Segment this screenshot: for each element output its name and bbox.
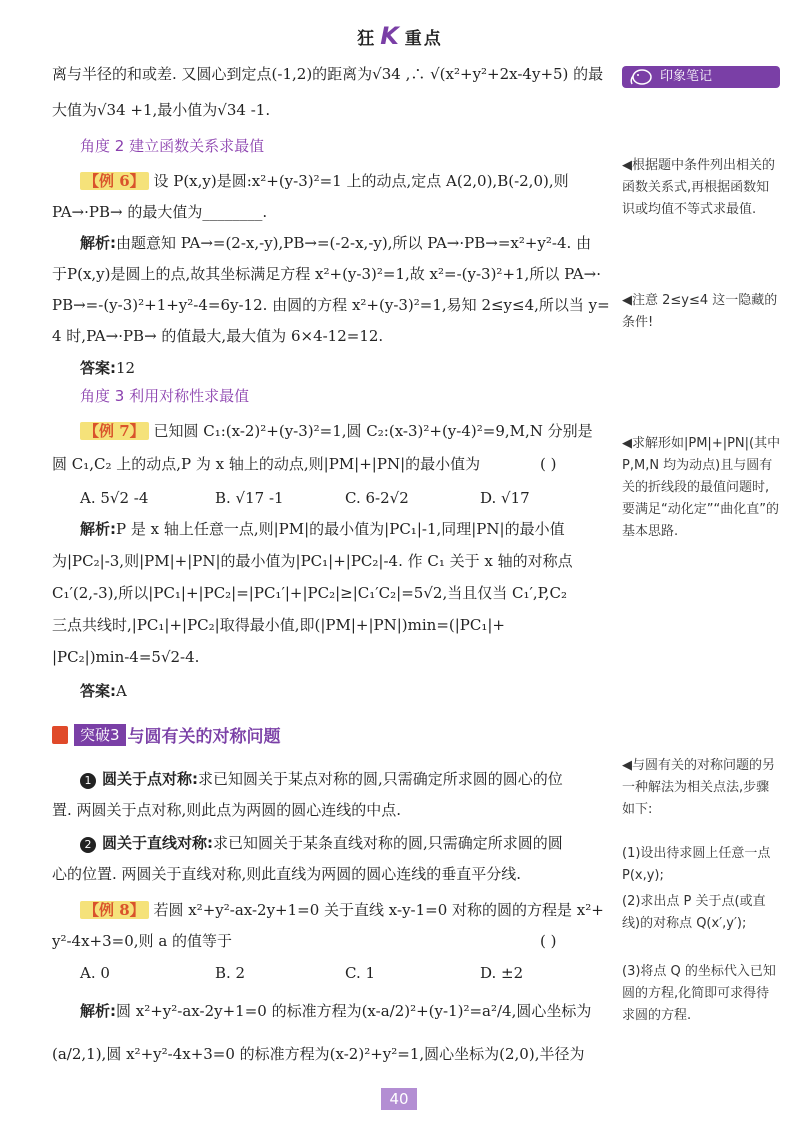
answer-paren: ( ) xyxy=(540,932,557,950)
example-text: 设 P(x,y)是圆:x²+(y-3)²=1 上的动点,定点 A(2,0),B(-2,0),则 xyxy=(153,172,569,190)
point-2-line-1 xyxy=(80,832,563,854)
example-label: 【例 7】 xyxy=(80,422,149,440)
solution-line: PB→=-(y-3)²+1+y²-4=6y-12. 由圆的方程 x²+(y-3)²=1,易知 2≤y≤4,所以当 y= xyxy=(52,296,610,314)
side-note-step: (1)设出待求圆上任意一点 P(x,y); xyxy=(622,846,771,883)
example-8-line-2: y²-4x+3=0,则 a 的值等于 xyxy=(52,932,233,950)
example-label: 【例 8】 xyxy=(80,901,149,919)
example-label: 【例 6】 xyxy=(80,172,149,190)
point-2-line-2: 心的位置. 两圆关于直线对称,则此直线为两圆的圆心连线的垂直平分线. xyxy=(52,865,522,883)
example-8-line-1 xyxy=(80,899,604,921)
header-k-logo: K xyxy=(380,22,401,50)
example-7-line-2: 圆 C₁,C₂ 上的动点,P 为 x 轴上的动点,则|PM|+|PN|的最小值为 xyxy=(52,455,481,473)
answer-value: A xyxy=(116,682,127,700)
solution-label: 解析: xyxy=(80,234,116,252)
side-note: ◀求解形如|PM|+|PN|(其中 P,M,N 均为动点)且与圆有关的折线段的最值问题时,要满足“动化定”“曲化直”的基本思路. xyxy=(622,436,781,539)
point-1-line-1 xyxy=(80,768,563,790)
example-text: 若圆 x²+y²-ax-2y+1=0 关于直线 x-y-1=0 对称的圆的方程是 x²+ xyxy=(153,901,604,919)
solution-text: 由题意知 PA→=(2-x,-y),PB→=(-2-x,-y),所以 PA→·PB→=x²+y²-4. 由 xyxy=(116,234,592,252)
option-b: B. 2 xyxy=(215,964,246,982)
header-left: 狂 xyxy=(357,29,377,49)
page-header xyxy=(0,22,800,50)
solution-7-line-1 xyxy=(80,518,565,540)
page-number: 40 xyxy=(381,1088,417,1110)
solution-line: 于P(x,y)是圆上的点,故其坐标满足方程 x²+(y-3)²=1,故 x²=-(y-3)²+1,所以 PA→· xyxy=(52,265,601,283)
side-note: ◀注意 2≤y≤4 这一隐藏的条件! xyxy=(622,293,778,330)
section-title: 与圆有关的对称问题 xyxy=(127,727,281,747)
solution-line: 4 时,PA→·PB→ 的值最大,最大值为 6×4-12=12. xyxy=(52,327,384,345)
side-note-step: (2)求出点 P 关于点(或直线)的对称点 Q(x′,y′); xyxy=(622,894,766,931)
answer-value: 12 xyxy=(116,359,136,377)
solution-line: 为|PC₂|-3,则|PM|+|PN|的最小值为|PC₁|+|PC₂|-4. 作 C₁ 关于 x 轴的对称点 xyxy=(52,552,573,570)
answer-6 xyxy=(80,357,135,379)
answer-7 xyxy=(80,680,127,702)
example-7-line-1 xyxy=(80,420,593,442)
option-a: A. 0 xyxy=(80,964,110,982)
point-title: 圆关于点对称: xyxy=(102,770,198,788)
side-note: ◀与圆有关的对称问题的另一种解法为相关点法,步骤如下: xyxy=(622,758,775,817)
example-6-line-1 xyxy=(80,170,569,192)
solution-line: (a/2,1),圆 x²+y²-4x+3=0 的标准方程为(x-2)²+y²=1,圆心坐标为(2,0),半径为 xyxy=(52,1045,585,1063)
solution-line: C₁′(2,-3),所以|PC₁|+|PC₂|=|PC₁′|+|PC₂|≥|C₁′C₂|=5√2,当且仅当 C₁′,P,C₂ xyxy=(52,584,567,602)
answer-label: 答案: xyxy=(80,682,116,700)
text-line: 大值为√34 +1,最小值为√34 -1. xyxy=(52,101,271,119)
text-line: 离与半径的和或差. 又圆心到定点(-1,2)的距离为√34 ,∴ √(x²+y²+2x-4y+5) 的最 xyxy=(52,65,604,83)
side-note: ◀根据题中条件列出相关的函数关系式,再根据函数知识或均值不等式求最值. xyxy=(622,158,775,217)
option-b: B. √17 -1 xyxy=(215,489,284,507)
solution-8-line-1 xyxy=(80,1000,591,1022)
solution-text: P 是 x 轴上任意一点,则|PM|的最小值为|PC₁|-1,同理|PN|的最小值 xyxy=(116,520,565,538)
header-right: 重点 xyxy=(404,29,443,49)
solution-line: |PC₂|)min-4=5√2-4. xyxy=(52,648,200,666)
notes-banner xyxy=(622,66,780,88)
solution-line: 三点共线时,|PC₁|+|PC₂|取得最小值,即(|PM|+|PN|)min=(|PC₁|+ xyxy=(52,616,506,634)
book-icon xyxy=(52,726,68,744)
point-text: 求已知圆关于某点对称的圆,只需确定所求圆的圆心的位 xyxy=(198,770,563,788)
angle-heading: 角度 3 利用对称性求最值 xyxy=(80,387,250,405)
option-d: D. ±2 xyxy=(480,964,524,982)
answer-paren: ( ) xyxy=(540,455,557,473)
elephant-icon xyxy=(628,68,654,86)
solution-label: 解析: xyxy=(80,520,116,538)
example-text: 已知圆 C₁:(x-2)²+(y-3)²=1,圆 C₂:(x-3)²+(y-4)²=9,M,N 分别是 xyxy=(153,422,593,440)
example-6-line-2: PA→·PB→ 的最大值为________. xyxy=(52,203,268,221)
option-d: D. √17 xyxy=(480,489,530,507)
point-1-line-2: 置. 两圆关于点对称,则此点为两圆的圆心连线的中点. xyxy=(52,801,402,819)
side-note-step: (3)将点 Q 的坐标代入已知圆的方程,化简即可求得待求圆的方程. xyxy=(622,964,776,1023)
section-box: 突破3 xyxy=(74,724,126,746)
option-c: C. 6-2√2 xyxy=(345,489,409,507)
point-text: 求已知圆关于某条直线对称的圆,只需确定所求圆的圆 xyxy=(213,834,563,852)
solution-6-line-1 xyxy=(80,232,591,254)
solution-text: 圆 x²+y²-ax-2y+1=0 的标准方程为(x-a/2)²+(y-1)²=a²/4,圆心坐标为 xyxy=(116,1002,592,1020)
answer-label: 答案: xyxy=(80,359,116,377)
point-title: 圆关于直线对称: xyxy=(102,834,213,852)
angle-heading: 角度 2 建立函数关系求最值 xyxy=(80,137,265,155)
section-heading xyxy=(52,722,281,746)
notes-banner-title: 印象笔记 xyxy=(660,69,713,84)
number-badge: 2 xyxy=(80,837,96,853)
number-badge: 1 xyxy=(80,773,96,789)
option-c: C. 1 xyxy=(345,964,376,982)
option-a: A. 5√2 -4 xyxy=(80,489,149,507)
solution-label: 解析: xyxy=(80,1002,116,1020)
